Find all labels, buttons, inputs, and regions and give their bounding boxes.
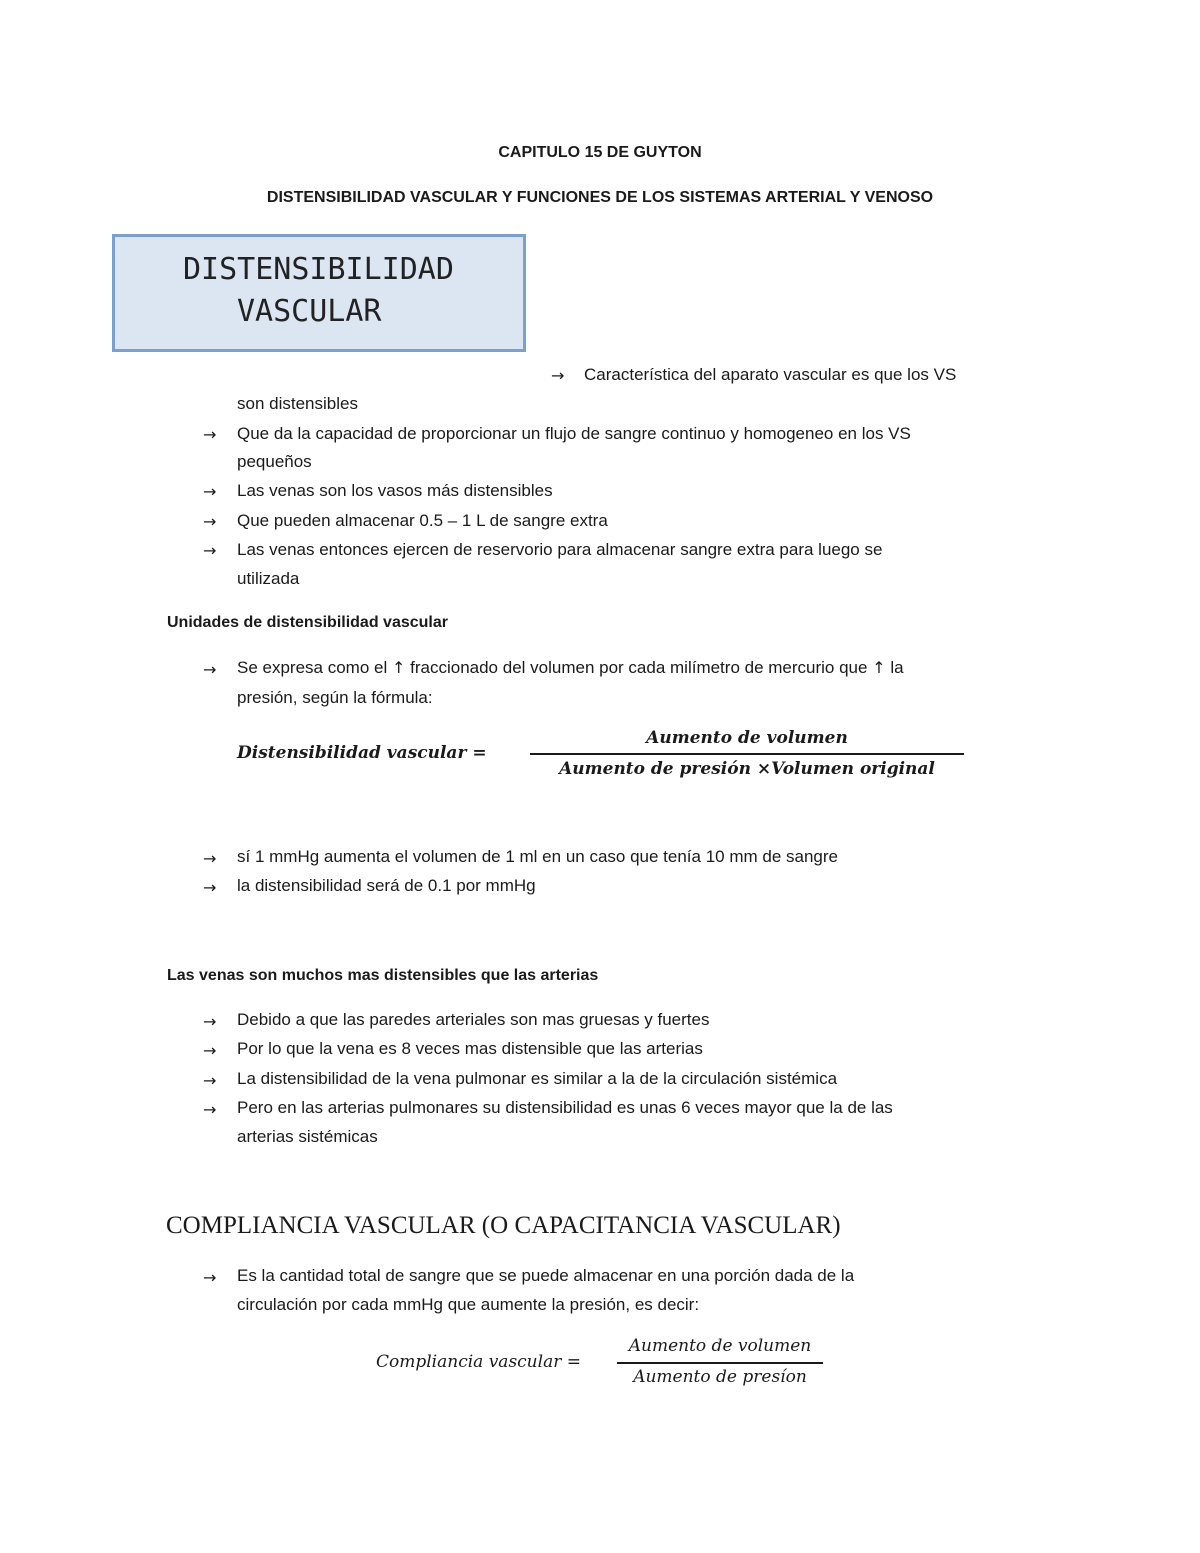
intro-bullet-4: Que pueden almacenar 0.5 – 1 L de sangre extra [237, 511, 608, 530]
arrow-icon: → [203, 1268, 217, 1287]
up-arrow-icon: ↑ [872, 658, 886, 677]
veins-bullet-3: La distensibilidad de la vena pulmonar es similar a la de la circulación sistémica [237, 1069, 838, 1088]
compliance-formula-denominator: Aumento de presíon [633, 1367, 807, 1387]
units-heading: Unidades de distensibilidad vascular [167, 614, 448, 631]
units-bullet-part2: fraccionado del volumen por cada milímetro de mercurio que [410, 658, 868, 677]
intro-bullet-2-cont: pequeños [237, 452, 312, 471]
compliance-formula-numerator: Aumento de volumen [628, 1336, 812, 1356]
page-title: CAPITULO 15 DE GUYTON [498, 144, 702, 161]
intro-bullet-1-cont: son distensibles [237, 394, 358, 413]
page-subtitle: DISTENSIBILIDAD VASCULAR Y FUNCIONES DE LOS SISTEMAS ARTERIAL Y VENOSO [266, 189, 934, 206]
veins-bullet-4: Pero en las arterias pulmonares su distensibilidad es unas 6 veces mayor que la de las [237, 1098, 893, 1117]
heading-box [112, 234, 526, 352]
up-arrow-icon: ↑ [391, 658, 406, 677]
fraction-bar [617, 1362, 823, 1364]
arrow-icon: → [203, 425, 217, 444]
formula-lhs: Distensibilidad vascular = [237, 743, 487, 763]
veins-heading: Las venas son muchos mas distensibles que las arterias [167, 967, 599, 984]
intro-bullet-5: Las venas entonces ejercen de reservorio para almacenar sangre extra para luego se [237, 540, 883, 559]
example-bullet-1: sí 1 mmHg aumenta el volumen de 1 ml en un caso que tenía 10 mm de sangre [237, 847, 838, 866]
example-bullet-2: la distensibilidad será de 0.1 por mmHg [237, 876, 536, 895]
units-bullet-cont: presión, según la fórmula: [237, 688, 433, 707]
compliance-bullet: Es la cantidad total de sangre que se puede almacenar en una porción dada de la [237, 1266, 855, 1285]
compliance-formula-lhs: Compliancia vascular = [376, 1352, 581, 1372]
arrow-icon: → [203, 541, 217, 560]
arrow-icon: → [203, 878, 217, 897]
formula-numerator: Aumento de volumen [646, 728, 848, 748]
arrow-icon: → [203, 482, 217, 501]
veins-bullet-2: Por lo que la vena es 8 veces mas distensible que las arterias [237, 1039, 703, 1058]
heading-box-line1: DISTENSIBILIDAD [183, 252, 454, 287]
veins-bullet-1: Debido a que las paredes arteriales son mas gruesas y fuertes [237, 1010, 710, 1029]
intro-bullet-5-cont: utilizada [237, 569, 300, 588]
veins-bullet-4-cont: arterias sistémicas [237, 1127, 378, 1146]
arrow-icon: → [551, 366, 565, 385]
arrow-icon: → [203, 1041, 217, 1060]
units-bullet [237, 658, 904, 678]
intro-bullet-2: Que da la capacidad de proporcionar un flujo de sangre continuo y homogeneo en los VS [237, 424, 911, 443]
compliance-heading: COMPLIANCIA VASCULAR (O CAPACITANCIA VASCULAR) [166, 1212, 841, 1239]
units-bullet-part3: la [890, 658, 904, 677]
formula-denominator: Aumento de presión ×Volumen original [559, 759, 935, 779]
intro-bullet-1: Característica del aparato vascular es que los VS [584, 365, 957, 384]
intro-bullet-3: Las venas son los vasos más distensibles [237, 481, 553, 500]
compliance-bullet-cont: circulación por cada mmHg que aumente la presión, es decir: [237, 1295, 700, 1314]
units-bullet-part1: Se expresa como el [237, 658, 388, 677]
arrow-icon: → [203, 660, 217, 679]
arrow-icon: → [203, 849, 217, 868]
arrow-icon: → [203, 512, 217, 531]
arrow-icon: → [203, 1012, 217, 1031]
heading-box-line2: VASCULAR [237, 294, 382, 329]
arrow-icon: → [203, 1100, 217, 1119]
fraction-bar [530, 753, 964, 755]
arrow-icon: → [203, 1071, 217, 1090]
heading-box-text [183, 249, 454, 333]
